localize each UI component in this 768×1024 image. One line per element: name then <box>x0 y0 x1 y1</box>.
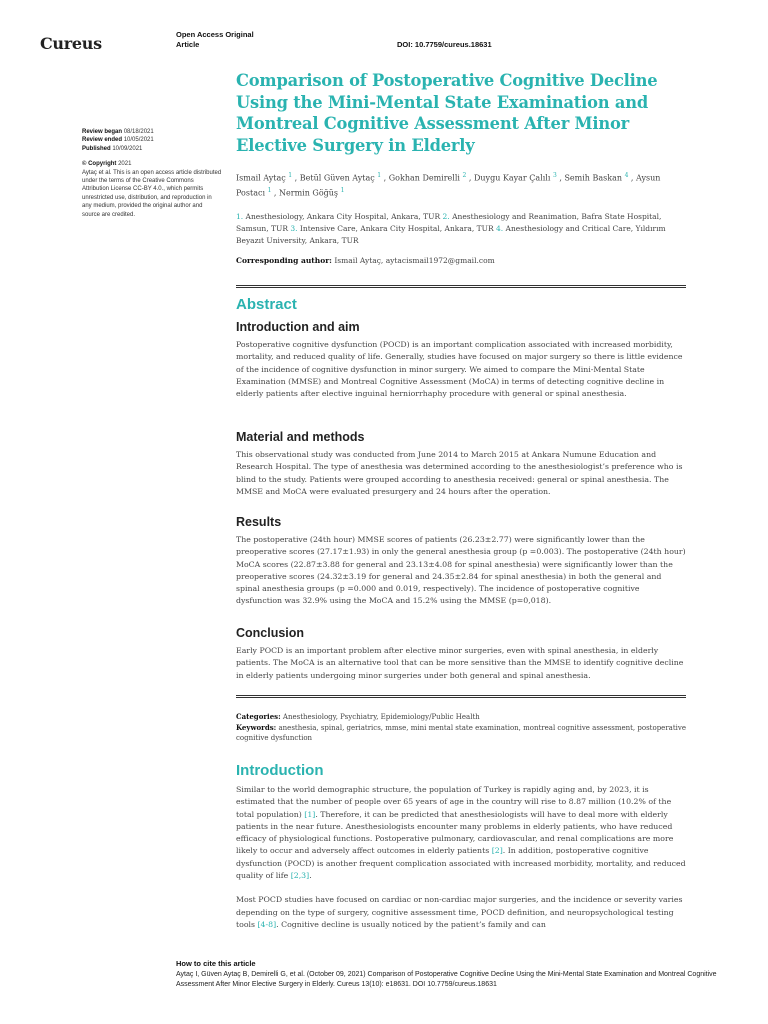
review-began: Review began 08/18/2021 <box>82 129 154 135</box>
citation-link[interactable]: [2] <box>491 846 503 856</box>
doi[interactable]: DOI: 10.7759/cureus.18631 <box>397 40 492 49</box>
categories-keywords <box>236 712 686 744</box>
section-text: The postoperative (24th hour) MMSE scores of patients (26.23±2.77) were significantly lower than the preoperative scores (27.17±1.93) in only the general anesthesia group (p =0.003). The postoperative (24th hour) MoCA scores (22.87±3.88 for general and 23.13±4.08 for spinal anesthesia) were significantly lower than the preoperative scores (24.32±3.19 for general and 24.35±2.84 for spinal anesthesia) in both the general and spinal anesthesia groups (p =0.000 and 0.019, respectively). The incidence of postoperative cognitive dysfunction was 32.9% using the MoCA and 15.2% using the MMSE (p=0,018). <box>236 535 686 606</box>
author[interactable]: Semih Baskan <box>564 173 623 183</box>
section-heading: Introduction and aim <box>236 320 360 334</box>
author[interactable]: Aysun Postacı <box>236 173 661 198</box>
author[interactable]: Gokhan Demirelli <box>388 173 460 183</box>
author[interactable]: Ismail Aytaç <box>236 173 286 183</box>
section-heading: Conclusion <box>236 626 305 640</box>
author-list: Ismail Aytaç $^1$ , Betül Güven Aytaç $^1$ , Gokhan Demirelli $^2$ , Duygu Kayar Çalılı $^3$ , Semih Baskan $^4$ , Aysun Postacı $^1$ , Nermin Göğüş $^1$ <box>236 172 661 198</box>
paragraph: Most POCD studies have focused on cardiac or non-cardiac major surgeries, and the incidence or severity varies depending on the type of surgery, cognitive assessment time, POCD definition, and neuropsychological testing tools [4-8]. Cognitive decline is usually noticed by the patient’s family and can <box>236 895 683 929</box>
abstract-bottom-rule <box>236 695 686 698</box>
citation-text: Aytaç I, Güven Aytaç B, Demirelli G, et al. (October 09, 2021) Comparison of Postoperative Cognitive Decline Using the Mini-Mental State Examination and Montreal Cognitive Assessment After Minor Elective Surgery in Elderly. Cureus 13(10): e18631. DOI 10.7759/cureus.18631 <box>176 971 717 988</box>
article-type: Open Access Original Article <box>176 30 254 49</box>
section-heading: Results <box>236 515 282 529</box>
keywords: Keywords: anesthesia, spinal, geriatrics, mmse, mini mental state examination, montreal cognitive assessment, postoperative cognitive dysfunction <box>236 722 686 742</box>
abstract-intro-section <box>236 320 686 400</box>
section-text: Early POCD is an important problem after elective minor surgeries, even with spinal anesthesia, in elderly patients. The MoCA is an alternative tool that can be more sensitive than the MMSE to identify cognitive decline in elderly patients undergoing minor surgeries under both general and spinal anesthesia. <box>236 646 684 680</box>
citation-link[interactable]: [1] <box>304 809 316 819</box>
paragraph: Similar to the world demographic structure, the population of Turkey is rapidly aging and, by 2023, it is estimated that the number of people over 65 years of age in the country will rise to 8.87 million (10.2% of the total population) [1]. Therefore, it can be predicted that anesthesiologists will have to deal more with elderly patients in the near future. Anesthesiologists encounter many problems in elderly patients, who have reduced efficacy of physiological functions. Postoperative pulmonary, cardiovascular, and renal complications are more likely to occur and adversely affect outcomes in elderly patients [2]. In addition, postoperative cognitive dysfunction (POCD) is another frequent complication associated with increased morbidity, mortality, and reduced quality of life [2,3]. <box>236 785 686 881</box>
published-date: Published 10/09/2021 <box>82 145 143 152</box>
abstract-heading: Abstract <box>236 296 297 313</box>
abstract-top-rule <box>236 285 686 288</box>
how-to-cite <box>176 959 736 990</box>
article-front-matter <box>236 70 686 265</box>
categories: Categories: Anesthesiology, Psychiatry, Epidemiology/Public Health <box>236 712 480 721</box>
section-text: This observational study was conducted from June 2014 to March 2015 at Ankara Numune Education and Research Hospital. The type of anesthesia was determined according to the anesthesiologist’s preference who is blind to the study. Patients were grouped according to anesthesia received: general or spinal anesthesia. The MMSE and MoCA were evaluated presurgery and 24 hours after the operation. <box>236 450 683 496</box>
author[interactable]: Duygu Kayar Çalılı <box>473 173 551 183</box>
journal-logo: Cureus <box>40 34 102 53</box>
article-title: Comparison of Postoperative Cognitive Decline Using the Mini-Mental State Examination and Montreal Cognitive Assessment After Minor Elective Surgery in Elderly <box>236 71 658 155</box>
introduction-body <box>236 784 686 931</box>
license-text: Aytaç et al. This is an open access article distributed under the terms of the Creative Commons Attribution License CC-BY 4.0., which permits unrestricted use, distribution, and reproduction in any medium, provided the original author and source are credited. <box>82 169 222 218</box>
section-heading: Material and methods <box>236 430 365 444</box>
author[interactable]: Betül Güven Aytaç <box>299 173 375 183</box>
section-text: Postoperative cognitive dysfunction (POCD) is an important complication associated with increased morbidity, mortality, and reduced quality of life. Generally, studies have focused on major surgery so there is little evidence of the incidence of cognitive dysfunction in minor surgery. We aimed to compare the Mini-Mental State Examination (MMSE) and Montreal Cognitive Assessment (MoCA) in terms of detecting cognitive decline in elderly patients after elective inguinal herniorrhaphy procedure with general or spinal anesthesia. <box>236 340 683 399</box>
corresponding-email[interactable]: Ismail Aytaç, aytacismail1972@gmail.com <box>334 256 495 266</box>
abstract-conclusion-section <box>236 626 686 682</box>
how-to-cite-heading: How to cite this article <box>176 959 256 968</box>
article-history-sidebar <box>82 128 222 219</box>
review-ended: Review ended 10/05/2021 <box>82 137 154 144</box>
citation-link[interactable]: [2,3] <box>290 871 310 881</box>
abstract-methods-section <box>236 430 686 498</box>
copyright: © Copyright 2021 <box>82 161 132 168</box>
author[interactable]: Nermin Göğüş <box>279 188 339 198</box>
corresponding-author: Corresponding author: Ismail Aytaç, aytacismail1972@gmail.com <box>236 256 495 266</box>
introduction-heading: Introduction <box>236 762 324 779</box>
affiliations: 1. Anesthesiology, Ankara City Hospital, Ankara, TUR 2. Anesthesiology and Reanimation, Bafra State Hospital, Samsun, TUR 3. Intensive Care, Ankara City Hospital, Ankara, TUR 4. Anesthesiology and Critical Care, Yıldırım Beyazıt University, Ankara, TUR <box>236 212 666 246</box>
abstract-results-section <box>236 515 686 608</box>
citation-link[interactable]: [4-8] <box>257 919 277 929</box>
